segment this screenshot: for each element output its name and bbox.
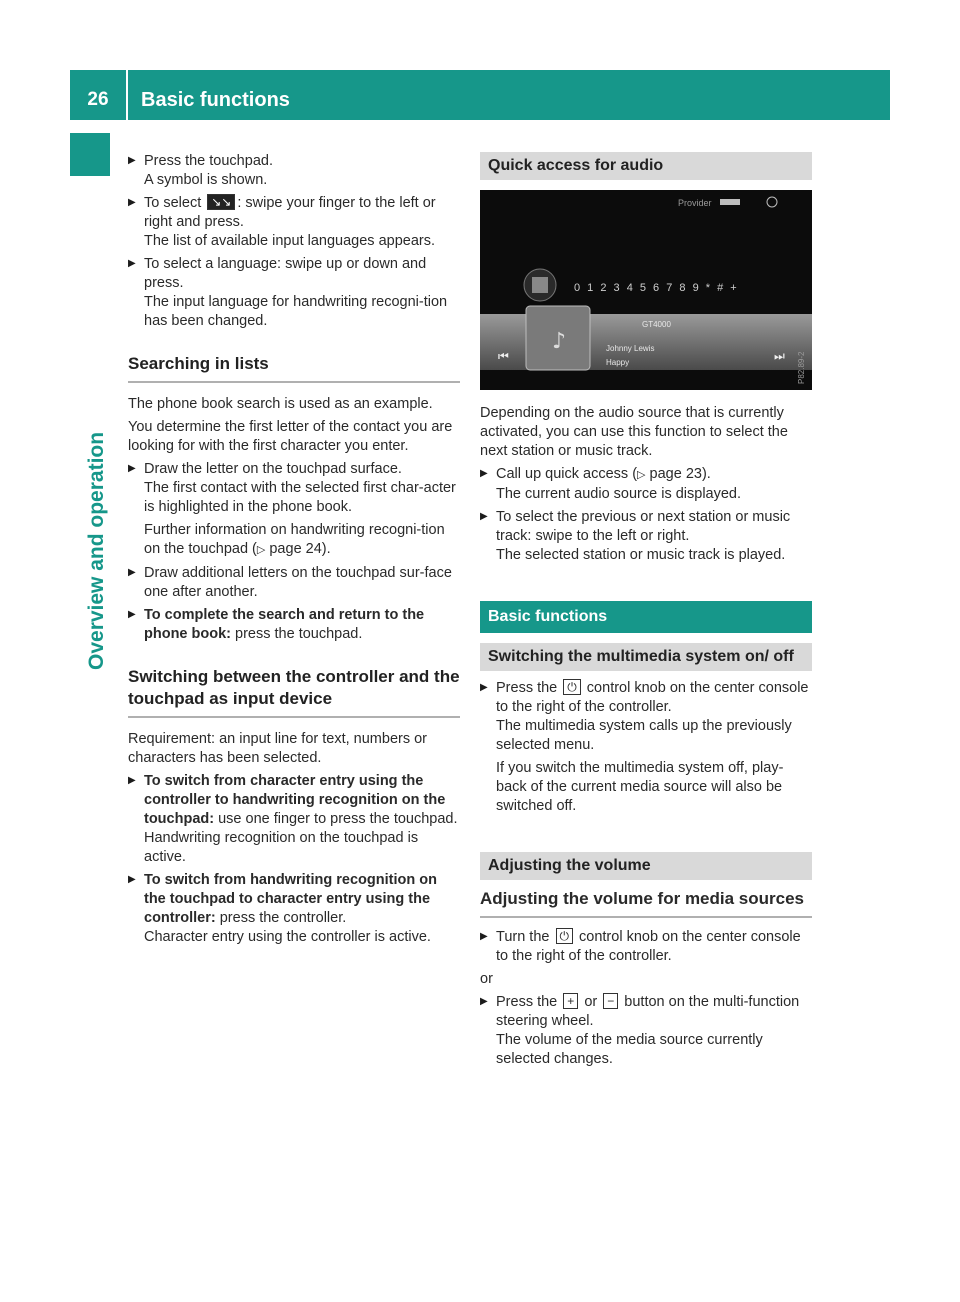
section-heading-quick-access: Quick access for audio <box>480 152 812 180</box>
section-heading-searching: Searching in lists <box>128 353 460 383</box>
control-knob-icon: ⏻ <box>556 928 574 944</box>
step: ▶ Turn the ⏻ control knob on the center console to the right of the controller. <box>480 929 801 964</box>
step-arrow-icon: ▶ <box>128 258 136 269</box>
page-ref-arrow-icon: ▷ <box>637 469 646 481</box>
step: ▶ To select ↘↘ : swipe your finger to the left or right and press. The list of available input languages appears. <box>128 195 436 249</box>
left-column <box>128 152 460 951</box>
step: ▶ Press the + or − button on the multi-function steering wheel. The volume of the media source currently selected changes. <box>480 994 800 1067</box>
page-title: Basic functions <box>141 89 290 111</box>
minus-button-icon: − <box>603 993 618 1009</box>
step: ▶ Draw additional letters on the touchpad sur-face one after another. <box>128 565 452 600</box>
step-arrow-icon: ▶ <box>480 682 488 693</box>
step-arrow-icon: ▶ <box>480 996 488 1007</box>
header-divider <box>126 70 128 120</box>
paragraph: Requirement: an input line for text, numbers or characters has been selected. <box>128 731 428 766</box>
step-arrow-icon: ▶ <box>128 197 136 208</box>
section-heading-basic-functions: Basic functions <box>480 601 812 633</box>
step-arrow-icon: ▶ <box>128 874 136 885</box>
paragraph: The phone book search is used as an example. <box>128 396 433 412</box>
step: ▶ Press the touchpad. A symbol is shown. <box>128 153 273 188</box>
image-code: P82.89-2 <box>797 351 806 384</box>
page-number: 26 <box>87 89 109 110</box>
quick-access-screen-image <box>480 190 812 390</box>
paragraph: Depending on the audio source that is currently activated, you can use this function to select the next station or music track. <box>480 405 788 459</box>
next-track-icon: ⏭ <box>774 349 785 363</box>
screen-digits: 0 1 2 3 4 5 6 7 8 9 * # + <box>574 282 739 294</box>
screen-provider-label: Provider <box>678 198 712 208</box>
language-symbol-icon: ↘↘ <box>207 194 235 210</box>
side-tab-block <box>70 133 110 176</box>
step-arrow-icon: ▶ <box>480 931 488 942</box>
screen-illustration <box>480 190 812 390</box>
step-arrow-icon: ▶ <box>128 567 136 578</box>
step-arrow-icon: ▶ <box>128 609 136 620</box>
screen-track: Happy <box>606 358 630 367</box>
screen-station: GT4000 <box>642 320 671 329</box>
music-note-icon: ♪ <box>552 329 567 354</box>
step: ▶ To select the previous or next station or music track: swipe to the left or right. The selected station or music track is played. <box>480 509 791 563</box>
step-arrow-icon: ▶ <box>480 511 488 522</box>
or-text: or <box>480 971 493 987</box>
chapter-side-label: Overview and operation <box>85 431 108 670</box>
step-arrow-icon: ▶ <box>128 463 136 474</box>
step: ▶ Press the ⏻ control knob on the center console to the right of the controller. The multimedia system calls up the previously selected menu. <box>480 680 809 753</box>
previous-track-icon: ⏮ <box>498 349 509 363</box>
info-text: If you switch the multimedia system off, play-back of the current media source will also be switched off. <box>496 760 784 814</box>
step: ▶ To complete the search and return to the phone book: press the touchpad. <box>128 607 425 642</box>
section-heading-volume-media: Adjusting the volume for media sources <box>480 888 812 918</box>
paragraph: You determine the first letter of the contact you are looking for with the first character you enter. <box>128 419 453 454</box>
page-ref-arrow-icon: ▷ <box>256 544 266 556</box>
signal-icon <box>720 199 740 205</box>
step-arrow-icon: ▶ <box>128 155 136 166</box>
step-arrow-icon: ▶ <box>480 468 488 479</box>
step-arrow-icon: ▶ <box>128 775 136 786</box>
section-heading-switching: Switching between the controller and the touchpad as input device <box>128 666 460 718</box>
right-column <box>480 152 812 1073</box>
plus-button-icon: + <box>563 993 578 1009</box>
section-heading-on-off: Switching the multimedia system on/ off <box>480 643 812 671</box>
step: ▶ Draw the letter on the touchpad surface. The first contact with the selected first char-acter is highlighted in the phone book. <box>128 461 456 515</box>
section-heading-volume: Adjusting the volume <box>480 852 812 880</box>
step: ▶ To switch from character entry using the controller to handwriting recognition on the touchpad: use one finger to press the touchpad. Handwriting recognition on the touchpad is active. <box>128 773 458 865</box>
screen-artist: Johnny Lewis <box>606 344 655 353</box>
control-knob-icon: ⏻ <box>563 679 581 695</box>
info-text: Further information on handwriting recogni-tion on the touchpad (▷ page 24). <box>144 522 445 557</box>
step: ▶ To switch from handwriting recognition on the touchpad to character entry using the controller: press the controller. Character entry using the controller is active. <box>128 872 437 945</box>
step: ▶ To select a language: swipe up or down and press. The input language for handwriting recogni-tion has been changed. <box>128 256 448 329</box>
step: ▶ Call up quick access (▷ page 23). The current audio source is displayed. <box>480 466 742 502</box>
